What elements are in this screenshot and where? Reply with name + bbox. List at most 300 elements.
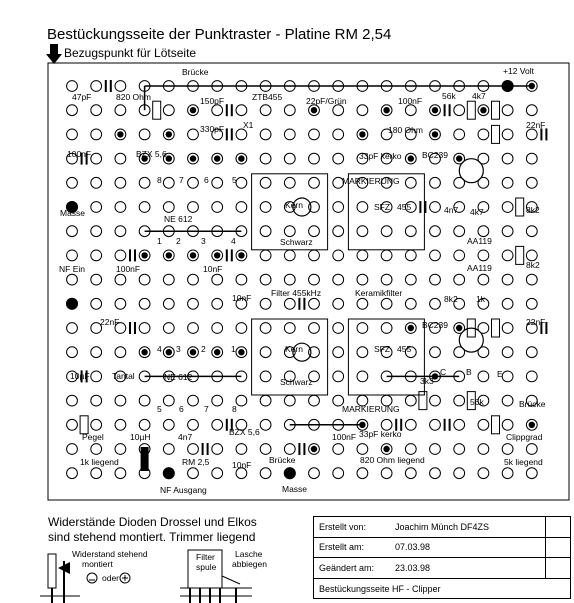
note-line-2: sind stehend montiert. Trimmer liegend bbox=[48, 530, 256, 544]
solder-pad bbox=[359, 131, 365, 137]
pcb-hole bbox=[478, 226, 489, 237]
pcb-hole bbox=[430, 202, 441, 213]
component-label: 56k bbox=[442, 91, 456, 101]
solder-pad bbox=[432, 107, 438, 113]
component-label: 10nF bbox=[203, 264, 223, 274]
terminal-symbol bbox=[163, 467, 175, 479]
pcb-hole bbox=[526, 274, 537, 285]
pcb-hole bbox=[454, 129, 465, 140]
pcb-hole bbox=[91, 395, 102, 406]
pcb-hole bbox=[188, 419, 199, 430]
pcb-hole bbox=[502, 105, 513, 116]
pcb-hole bbox=[67, 468, 78, 479]
component-label: 4 bbox=[157, 344, 162, 354]
component-label: Brücke bbox=[519, 399, 546, 409]
pcb-hole bbox=[502, 202, 513, 213]
pcb-hole bbox=[188, 177, 199, 188]
pcb-hole bbox=[115, 250, 126, 261]
pcb-hole bbox=[212, 274, 223, 285]
component-label: 3 bbox=[201, 236, 206, 246]
solder-pad bbox=[141, 349, 147, 355]
pcb-hole bbox=[405, 444, 416, 455]
pcb-hole bbox=[381, 468, 392, 479]
pcb-hole bbox=[139, 274, 150, 285]
pcb-hole bbox=[91, 250, 102, 261]
solder-pad bbox=[117, 131, 123, 137]
solder-pad bbox=[190, 252, 196, 258]
solder-pad bbox=[311, 446, 317, 452]
pcb-hole bbox=[405, 177, 416, 188]
info-row bbox=[314, 579, 570, 600]
component-label: 33pF kerko bbox=[359, 429, 402, 439]
pcb-hole bbox=[115, 202, 126, 213]
pcb-hole bbox=[333, 444, 344, 455]
pcb-hole bbox=[236, 177, 247, 188]
pcb-hole bbox=[357, 444, 368, 455]
component-label: 1 bbox=[231, 344, 236, 354]
pcb-hole bbox=[333, 347, 344, 358]
pcb-hole bbox=[236, 105, 247, 116]
component-label: BZX 5,6 bbox=[136, 149, 167, 159]
component-label: 2 bbox=[201, 344, 206, 354]
pcb-hole bbox=[260, 323, 271, 334]
pcb-hole bbox=[333, 226, 344, 237]
resistor-symbol bbox=[153, 101, 161, 119]
component-label: 8k2 bbox=[526, 260, 540, 270]
pcb-hole bbox=[67, 250, 78, 261]
component-label: 22nF bbox=[100, 317, 120, 327]
component-label: RM 2,5 bbox=[182, 457, 210, 467]
pcb-hole bbox=[309, 129, 320, 140]
component-label: Clippgrad bbox=[506, 432, 543, 442]
solder-pad bbox=[456, 155, 462, 161]
pcb-hole bbox=[478, 444, 489, 455]
pcb-hole bbox=[333, 323, 344, 334]
pcb-hole bbox=[502, 468, 513, 479]
pcb-hole bbox=[502, 298, 513, 309]
info-key: Erstellt am: bbox=[319, 542, 365, 553]
component-label: 6 bbox=[204, 175, 209, 185]
pcb-hole bbox=[91, 444, 102, 455]
pcb-hole bbox=[91, 371, 102, 382]
pcb-hole bbox=[212, 468, 223, 479]
component-label: 47pF bbox=[72, 92, 92, 102]
component-label: Kern bbox=[285, 200, 303, 210]
pcb-hole bbox=[526, 347, 537, 358]
pcb-hole bbox=[188, 129, 199, 140]
pcb-hole bbox=[526, 298, 537, 309]
pcb-hole bbox=[526, 105, 537, 116]
pcb-hole bbox=[115, 153, 126, 164]
component-label: 1 bbox=[157, 236, 162, 246]
pcb-hole bbox=[260, 177, 271, 188]
component-label: 8 bbox=[157, 175, 162, 185]
mounting-legend bbox=[40, 546, 280, 603]
pcb-hole bbox=[454, 468, 465, 479]
component-label: NE 612 bbox=[164, 214, 193, 224]
info-value: 07.03.98 bbox=[395, 542, 431, 553]
pcb-hole bbox=[357, 250, 368, 261]
pcb-hole bbox=[139, 298, 150, 309]
resistor-symbol bbox=[492, 101, 500, 119]
pcb-hole bbox=[284, 226, 295, 237]
pcb-hole bbox=[212, 323, 223, 334]
component-label: 5 bbox=[232, 175, 237, 185]
pcb-hole bbox=[284, 250, 295, 261]
component-label: 4k7 bbox=[470, 207, 484, 217]
transistor-symbol bbox=[459, 159, 483, 183]
pcb-hole bbox=[67, 177, 78, 188]
pcb-hole bbox=[309, 298, 320, 309]
component-label: Filter 455kHz bbox=[271, 288, 322, 298]
component-label: 22pF/Grün bbox=[306, 96, 347, 106]
pcb-hole bbox=[405, 226, 416, 237]
pcb-hole bbox=[526, 177, 537, 188]
pcb-hole bbox=[284, 298, 295, 309]
component-label: SFZ bbox=[374, 202, 391, 212]
pcb-hole bbox=[284, 153, 295, 164]
solder-pad bbox=[408, 155, 414, 161]
pcb-hole bbox=[357, 105, 368, 116]
component-label: 2 bbox=[176, 236, 181, 246]
legend-resistor-2: montiert bbox=[82, 559, 113, 569]
pcb-hole bbox=[502, 250, 513, 261]
component-layer bbox=[66, 80, 546, 479]
solder-pad bbox=[214, 252, 220, 258]
solder-pad bbox=[166, 349, 172, 355]
pcb-hole bbox=[454, 226, 465, 237]
pcb-hole bbox=[91, 153, 102, 164]
pcb-hole bbox=[260, 129, 271, 140]
pcb-hole bbox=[357, 347, 368, 358]
pcb-hole bbox=[163, 177, 174, 188]
reference-point-label: Bezugspunkt für Lötseite bbox=[64, 46, 197, 60]
resistor-symbol bbox=[492, 319, 500, 337]
pcb-hole bbox=[188, 298, 199, 309]
info-key: Erstellt von: bbox=[319, 521, 367, 532]
info-value: Joachim Münch DF4ZS bbox=[395, 521, 490, 532]
component-label: 33pF kerko bbox=[359, 151, 402, 161]
pcb-hole bbox=[430, 419, 441, 430]
pcb-hole bbox=[188, 395, 199, 406]
pcb-hole bbox=[188, 274, 199, 285]
pcb-hole bbox=[405, 274, 416, 285]
pcb-hole bbox=[430, 468, 441, 479]
pcb-hole bbox=[502, 371, 513, 382]
pcb-hole bbox=[188, 444, 199, 455]
component-label: MARKIERUNG bbox=[342, 176, 400, 186]
solder-pad bbox=[238, 155, 244, 161]
component-label: C bbox=[440, 367, 447, 377]
hole-grid bbox=[67, 81, 538, 479]
pcb-hole bbox=[309, 177, 320, 188]
pcb-hole bbox=[188, 323, 199, 334]
pcb-hole bbox=[236, 202, 247, 213]
pcb-hole bbox=[333, 129, 344, 140]
pcb-hole bbox=[284, 129, 295, 140]
inductor-symbol bbox=[141, 447, 149, 471]
pcb-hole bbox=[260, 395, 271, 406]
pcb-hole bbox=[163, 298, 174, 309]
solder-pad bbox=[408, 325, 414, 331]
pcb-hole bbox=[526, 444, 537, 455]
ground-terminal-symbol bbox=[284, 467, 296, 479]
pcb-hole bbox=[381, 274, 392, 285]
component-label: 100nF bbox=[67, 149, 92, 159]
component-label: 5 bbox=[157, 404, 162, 414]
pcb-hole bbox=[115, 444, 126, 455]
pcb-hole bbox=[163, 419, 174, 430]
component-label: 4k7 bbox=[472, 91, 486, 101]
pcb-hole bbox=[260, 226, 271, 237]
component-label: 3k3 bbox=[420, 376, 434, 386]
component-label: 4 bbox=[231, 236, 236, 246]
pcb-hole bbox=[405, 419, 416, 430]
solder-pad bbox=[456, 325, 462, 331]
component-label: ZTB455 bbox=[252, 92, 283, 102]
component-label: 10nF bbox=[232, 460, 252, 470]
pcb-hole bbox=[478, 129, 489, 140]
pcb-hole bbox=[502, 444, 513, 455]
solder-pad bbox=[480, 107, 486, 113]
pcb-hole bbox=[163, 274, 174, 285]
component-label: NF Ein bbox=[59, 264, 85, 274]
pcb-hole bbox=[188, 202, 199, 213]
pcb-hole bbox=[67, 395, 78, 406]
legend-filter-1: Filter bbox=[196, 552, 215, 562]
pcb-hole bbox=[260, 298, 271, 309]
pcb-hole bbox=[115, 105, 126, 116]
pcb-hole bbox=[163, 395, 174, 406]
pcb-hole bbox=[502, 274, 513, 285]
pcb-hole bbox=[260, 347, 271, 358]
component-label: 7 bbox=[204, 404, 209, 414]
pcb-hole bbox=[309, 226, 320, 237]
pcb-hole bbox=[260, 274, 271, 285]
component-label: Tantal bbox=[112, 371, 135, 381]
pcb-hole bbox=[115, 419, 126, 430]
component-label: Pegel bbox=[82, 432, 104, 442]
pcb-hole bbox=[333, 250, 344, 261]
component-label: 8k2 bbox=[444, 294, 458, 304]
component-label: E bbox=[497, 369, 503, 379]
info-key: Bestückungsseite HF - Clipper bbox=[319, 583, 441, 594]
pcb-hole bbox=[357, 298, 368, 309]
pcb-hole bbox=[405, 468, 416, 479]
pcb-hole bbox=[357, 202, 368, 213]
solder-pad bbox=[190, 107, 196, 113]
pcb-hole bbox=[139, 323, 150, 334]
pcb-hole bbox=[430, 347, 441, 358]
pcb-hole bbox=[67, 105, 78, 116]
pcb-hole bbox=[115, 81, 126, 92]
pcb-hole bbox=[502, 129, 513, 140]
pcb-hole bbox=[67, 226, 78, 237]
component-label: 10µH bbox=[130, 432, 151, 442]
pcb-hole bbox=[91, 81, 102, 92]
pcb-hole bbox=[115, 395, 126, 406]
note-line-1: Widerstände Dioden Drossel und Elkos bbox=[48, 515, 257, 529]
pcb-hole bbox=[430, 298, 441, 309]
component-label: Keramikfilter bbox=[355, 288, 403, 298]
component-label: 7 bbox=[179, 175, 184, 185]
pcb-hole bbox=[405, 395, 416, 406]
component-label: 330pF bbox=[200, 124, 225, 134]
pcb-hole bbox=[115, 177, 126, 188]
component-label: Brücke bbox=[182, 67, 209, 77]
component-label: Schwarz bbox=[280, 237, 313, 247]
pcb-hole bbox=[91, 226, 102, 237]
component-label: AA119 bbox=[467, 263, 492, 273]
component-label: AA119 bbox=[467, 236, 492, 246]
resistor-symbol bbox=[492, 416, 500, 434]
solder-pad bbox=[190, 349, 196, 355]
pcb-hole bbox=[67, 444, 78, 455]
component-label: 56k bbox=[470, 397, 484, 407]
pcb-hole bbox=[430, 274, 441, 285]
pcb-hole bbox=[115, 298, 126, 309]
solder-pad bbox=[432, 131, 438, 137]
legend-resistor-1: Widerstand stehend bbox=[72, 549, 148, 559]
pcb-hole bbox=[115, 468, 126, 479]
resistor-symbol bbox=[492, 125, 500, 143]
pcb-hole bbox=[212, 105, 223, 116]
pcb-hole bbox=[526, 226, 537, 237]
pcb-hole bbox=[212, 202, 223, 213]
pcb-hole bbox=[478, 419, 489, 430]
pcb-hole bbox=[139, 395, 150, 406]
pcb-hole bbox=[67, 323, 78, 334]
solder-pad bbox=[166, 252, 172, 258]
pcb-hole bbox=[163, 202, 174, 213]
info-row bbox=[314, 538, 570, 559]
pcb-hole bbox=[284, 177, 295, 188]
component-label: BC239 bbox=[422, 150, 448, 160]
pcb-hole bbox=[430, 177, 441, 188]
component-label: MARKIERUNG bbox=[342, 404, 400, 414]
pcb-hole bbox=[260, 444, 271, 455]
title-block bbox=[313, 516, 571, 599]
solder-pad bbox=[238, 349, 244, 355]
pcb-hole bbox=[357, 226, 368, 237]
pcb-hole bbox=[478, 274, 489, 285]
pcb-hole bbox=[91, 177, 102, 188]
pcb-hole bbox=[526, 153, 537, 164]
pcb-hole bbox=[478, 250, 489, 261]
component-label: 150pF bbox=[200, 96, 225, 106]
pcb-hole bbox=[139, 177, 150, 188]
component-label: SFZ bbox=[374, 344, 391, 354]
solder-pad bbox=[166, 131, 172, 137]
component-label: 5k liegend bbox=[504, 457, 543, 467]
pcb-hole bbox=[212, 298, 223, 309]
pcb-hole bbox=[260, 202, 271, 213]
pcb-hole bbox=[67, 419, 78, 430]
pcb-hole bbox=[260, 371, 271, 382]
component-label: Masse bbox=[60, 208, 86, 218]
pcb-hole bbox=[212, 419, 223, 430]
component-label: 100nF bbox=[116, 264, 141, 274]
assembly-notes bbox=[48, 515, 257, 545]
solder-pad bbox=[214, 349, 220, 355]
terminal-symbol bbox=[502, 80, 514, 92]
solder-pad bbox=[529, 422, 535, 428]
component-label: X1 bbox=[243, 120, 254, 130]
pcb-hole bbox=[284, 395, 295, 406]
pcb-hole bbox=[333, 298, 344, 309]
pcb-hole bbox=[381, 298, 392, 309]
component-label: B bbox=[466, 367, 472, 377]
component-label: Kern bbox=[285, 344, 303, 354]
component-label: 10nF bbox=[232, 293, 252, 303]
pcb-hole bbox=[260, 105, 271, 116]
pcb-hole bbox=[502, 177, 513, 188]
component-label: 820 Ohm bbox=[116, 92, 151, 102]
pcb-hole bbox=[115, 274, 126, 285]
pcb-hole bbox=[454, 274, 465, 285]
pcb-hole bbox=[357, 468, 368, 479]
pcb-hole bbox=[212, 444, 223, 455]
component-label: Schwarz bbox=[280, 377, 313, 387]
pcb-hole bbox=[188, 468, 199, 479]
pcb-hole bbox=[381, 250, 392, 261]
component-label: Brücke bbox=[269, 455, 296, 465]
pcb-hole bbox=[309, 468, 320, 479]
pcb-hole bbox=[381, 226, 392, 237]
pcb-hole bbox=[91, 298, 102, 309]
solder-pad bbox=[311, 107, 317, 113]
pcb-hole bbox=[284, 105, 295, 116]
component-label: 10µF bbox=[70, 371, 90, 381]
resistor-symbol bbox=[516, 198, 524, 216]
component-label: 100nF bbox=[398, 96, 423, 106]
legend-lasche-2: abbiegen bbox=[232, 559, 267, 569]
pcb-hole bbox=[91, 468, 102, 479]
component-label: 1k bbox=[476, 294, 485, 304]
component-label: NE 612 bbox=[164, 372, 193, 382]
component-label: NF Ausgang bbox=[160, 485, 207, 495]
pcb-hole bbox=[139, 202, 150, 213]
component-label: BZX 5,6 bbox=[229, 427, 260, 437]
ground-terminal-symbol bbox=[66, 298, 78, 310]
pcb-hole bbox=[454, 419, 465, 430]
pcb-hole bbox=[502, 419, 513, 430]
pcb-hole bbox=[502, 347, 513, 358]
legend-oder: oder bbox=[102, 573, 120, 583]
component-label: 820 Ohm liegend bbox=[360, 455, 425, 465]
pcb-hole bbox=[502, 153, 513, 164]
pcb-hole bbox=[381, 323, 392, 334]
solder-pad bbox=[383, 446, 389, 452]
resistor-symbol bbox=[419, 392, 427, 410]
pcb-hole bbox=[309, 323, 320, 334]
resistor-symbol bbox=[516, 246, 524, 264]
solder-pad bbox=[238, 252, 244, 258]
pcb-hole bbox=[526, 371, 537, 382]
pcb-hole bbox=[115, 226, 126, 237]
pcb-hole bbox=[357, 371, 368, 382]
pcb-hole bbox=[309, 395, 320, 406]
pcb-hole bbox=[309, 274, 320, 285]
component-label: 3 bbox=[176, 344, 181, 354]
component-label: 22nF bbox=[526, 317, 546, 327]
component-label: 4n7 bbox=[178, 432, 193, 442]
pcb-hole bbox=[430, 226, 441, 237]
pcb-hole bbox=[405, 105, 416, 116]
resistor-standing-symbol bbox=[48, 554, 56, 588]
solder-pad bbox=[214, 155, 220, 161]
pcb-hole bbox=[91, 129, 102, 140]
